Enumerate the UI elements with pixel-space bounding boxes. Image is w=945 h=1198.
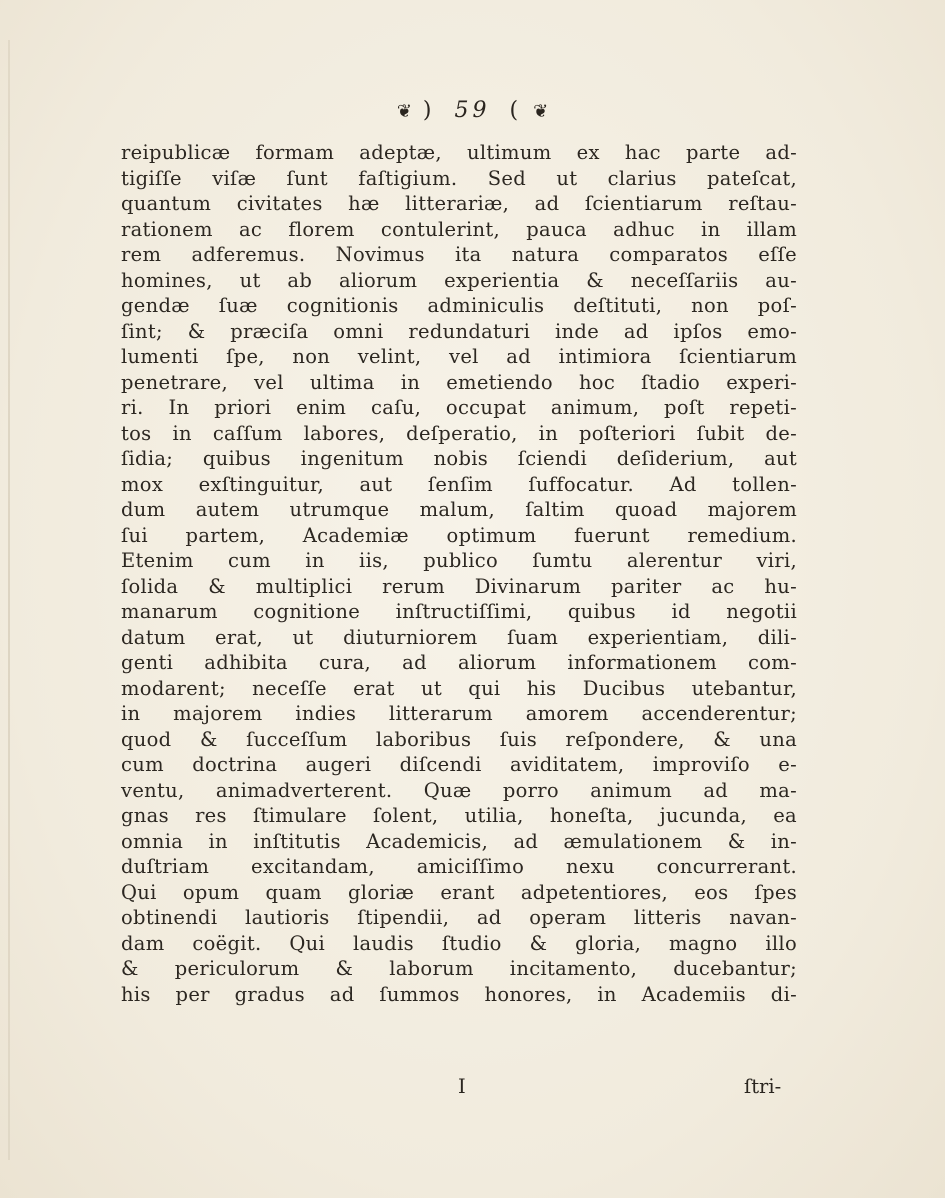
ornament-right-icon: ❦: [533, 101, 549, 122]
text-line: Qui opum quam gloriæ erant adpetentiores, eos ſpes: [121, 880, 797, 904]
text-line: lumenti ſpe, non velint, vel ad intimiora ſcientiarum: [121, 345, 797, 368]
text-line: & periculorum & laborum incitamento, ducebantur;: [121, 957, 797, 980]
text-line: cum doctrina augeri diſcendi aviditatem, improviſo e-: [121, 753, 797, 776]
text-line: datum erat, ut diuturniorem ſuam experientiam, dili-: [121, 625, 797, 649]
signature-mark: I: [458, 1075, 466, 1098]
text-line: ſolida & multiplici rerum Divinarum pariter ac hu-: [121, 574, 797, 598]
text-line: penetrare, vel ultima in emetiendo hoc ſtadio experi-: [121, 370, 797, 394]
text-line: duſtriam excitandam, amiciſſimo nexu concurrerant.: [121, 855, 797, 878]
text-line: his per gradus ad ſummos honores, in Academiis di-: [121, 982, 797, 1006]
page-edge-shadow: [8, 40, 10, 1160]
text-line: ſui partem, Academiæ optimum fuerunt remedium.: [121, 523, 797, 547]
catchword: ſtri-: [744, 1075, 782, 1098]
text-line: obtinendi lautioris ſtipendii, ad operam litteris navan-: [121, 906, 797, 929]
text-line: in majorem indies litterarum amorem accenderentur;: [121, 702, 797, 725]
page-number: 59: [454, 98, 491, 123]
text-line: mox exſtinguitur, aut ſenſim ſuffocatur. Ad tollen-: [121, 472, 797, 496]
text-line: ri. In priori enim caſu, occupat animum, poſt repeti-: [121, 396, 797, 419]
text-line: modarent; neceſſe erat ut qui his Ducibus utebantur,: [121, 676, 797, 700]
header-bracket-right: (: [509, 98, 523, 123]
header-bracket-left: ): [422, 98, 436, 123]
text-line: ſint; & præciſa omni redundaturi inde ad ipſos emo-: [121, 319, 797, 343]
text-line: ventu, animadverterent. Quæ porro animum ad ma-: [121, 778, 797, 802]
page-footer: [0, 1075, 945, 1105]
text-line: tigiſſe viſæ ſunt faſtigium. Sed ut clarius pateſcat,: [121, 166, 797, 190]
text-line: dam coëgit. Qui laudis ſtudio & gloria, magno illo: [121, 931, 797, 955]
text-line: quod & ſucceſſum laboribus ſuis reſpondere, & una: [121, 727, 797, 751]
text-line: rationem ac florem contulerint, pauca adhuc in illam: [121, 217, 797, 241]
text-line: manarum cognitione inſtructiſſimi, quibus id negotii: [121, 600, 797, 623]
ornament-left-icon: ❦: [396, 101, 412, 122]
text-line: gendæ ſuæ cognitionis adminiculis deſtituti, non poſ-: [121, 294, 797, 317]
text-line: ſidia; quibus ingenitum nobis ſciendi deſiderium, aut: [121, 447, 797, 470]
text-line: gnas res ſtimulare ſolent, utilia, honeſta, jucunda, ea: [121, 804, 797, 827]
text-line: tos in caſſum labores, deſperatio, in poſteriori ſubit de-: [121, 421, 797, 445]
text-line: reipublicæ formam adeptæ, ultimum ex hac parte ad-: [121, 141, 797, 164]
page-header: [0, 98, 945, 123]
text-line: quantum civitates hæ litterariæ, ad ſcientiarum reſtau-: [121, 192, 797, 215]
body-text: [121, 140, 797, 1007]
text-line: Etenim cum in iis, publico ſumtu alerentur viri,: [121, 549, 797, 572]
text-line: omnia in inſtitutis Academicis, ad æmulationem & in-: [121, 829, 797, 853]
text-line: genti adhibita cura, ad aliorum informationem com-: [121, 651, 797, 674]
text-line: homines, ut ab aliorum experientia & neceſſariis au-: [121, 268, 797, 292]
text-line: rem adferemus. Novimus ita natura comparatos eſſe: [121, 243, 797, 266]
text-line: dum autem utrumque malum, ſaltim quoad majorem: [121, 498, 797, 521]
